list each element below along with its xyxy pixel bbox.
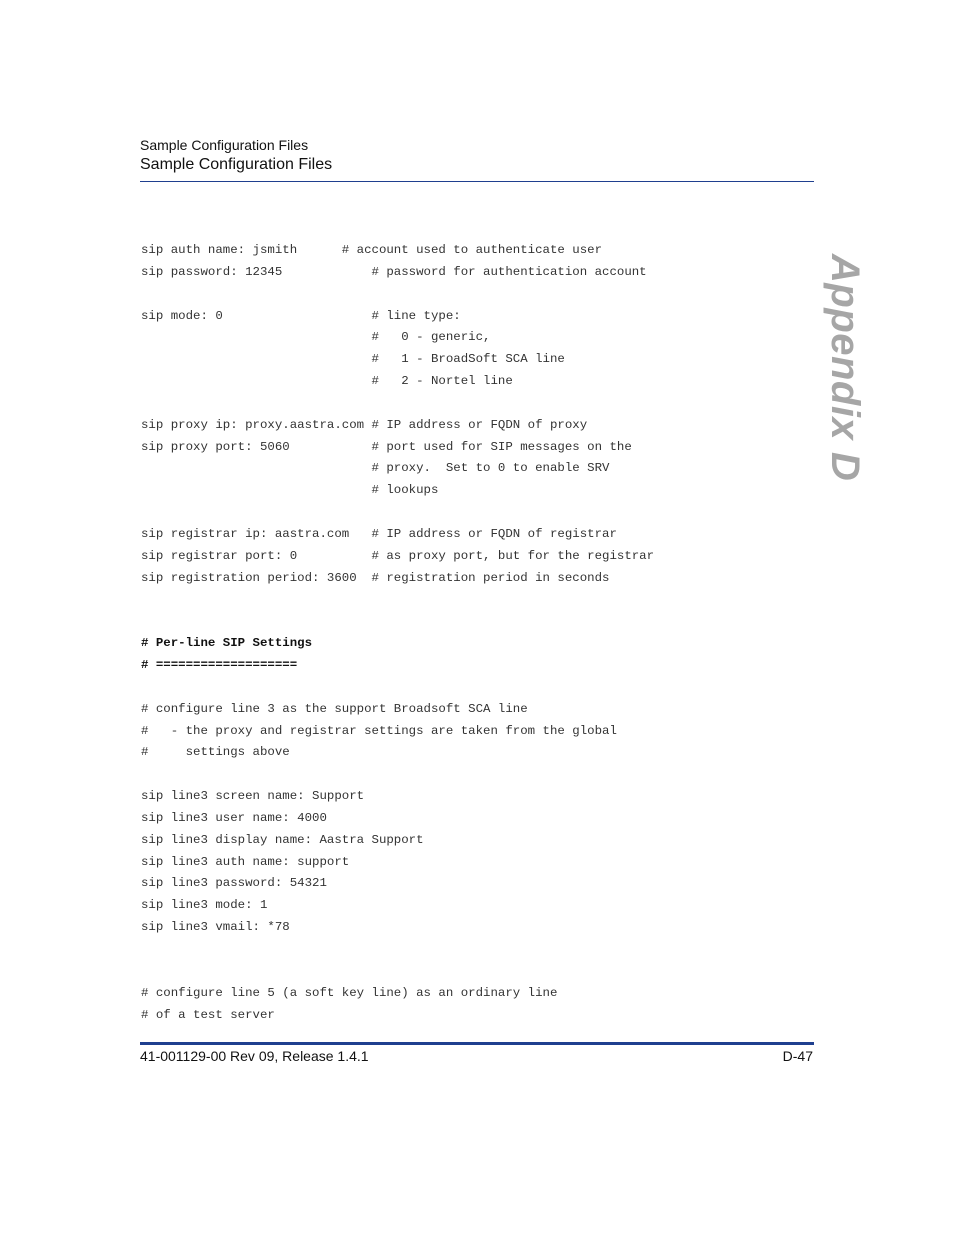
appendix-side-tab: Appendix D	[823, 254, 867, 482]
code-line	[141, 764, 654, 786]
code-line: sip proxy ip: proxy.aastra.com # IP address or FQDN of proxy	[141, 417, 588, 432]
code-line	[141, 961, 654, 983]
code-line	[141, 393, 654, 415]
code-line: # lookups	[141, 483, 439, 498]
header-rule	[140, 181, 814, 182]
code-line: sip line3 password: 54321	[141, 876, 327, 891]
code-line: sip auth name: jsmith # account used to authenticate user	[141, 243, 603, 257]
code-line: # proxy. Set to 0 to enable SRV	[141, 461, 610, 476]
code-line: # settings above	[141, 745, 290, 760]
code-line: # configure line 3 as the support Broadsoft SCA line	[141, 701, 528, 716]
code-line	[141, 677, 654, 699]
code-line: # 2 - Nortel line	[141, 374, 513, 389]
page-number: D-47	[782, 1048, 813, 1064]
document-id: 41-001129-00 Rev 09, Release 1.4.1	[140, 1048, 369, 1064]
code-line: # of a test server	[141, 1007, 275, 1022]
code-line: # - the proxy and registrar settings are taken from the global	[141, 723, 617, 738]
code-line	[141, 502, 654, 524]
running-header: Sample Configuration Files	[140, 137, 309, 153]
code-line: sip registrar ip: aastra.com # IP address or FQDN of registrar	[141, 526, 617, 541]
footer-rule	[140, 1042, 814, 1045]
code-line: sip line3 vmail: *78	[141, 920, 290, 935]
code-line: sip line3 auth name: support	[141, 854, 350, 869]
code-line: # 0 - generic,	[141, 330, 491, 345]
code-line: # ===================	[141, 658, 298, 673]
code-line: sip registration period: 3600 # registration period in seconds	[141, 570, 610, 585]
code-line	[141, 590, 654, 612]
code-line: sip line3 screen name: Support	[141, 789, 365, 804]
code-line: sip line3 mode: 1	[141, 898, 268, 913]
code-line: sip proxy port: 5060 # port used for SIP messages on the	[141, 439, 632, 454]
code-line: # configure line 5 (a soft key line) as an ordinary line	[141, 985, 558, 1000]
config-code-block	[141, 240, 654, 1026]
code-line: # Per-line SIP Settings	[141, 636, 313, 651]
section-title: Sample Configuration Files	[140, 156, 333, 173]
code-line: sip password: 12345 # password for authentication account	[141, 264, 647, 279]
code-line: sip registrar port: 0 # as proxy port, but for the registrar	[141, 548, 655, 563]
code-line	[141, 611, 654, 633]
code-line: sip line3 user name: 4000	[141, 810, 327, 825]
code-line: # 1 - BroadSoft SCA line	[141, 352, 565, 367]
code-line	[141, 939, 654, 961]
code-line	[141, 284, 654, 306]
code-line: sip mode: 0 # line type:	[141, 308, 461, 323]
code-line: sip line3 display name: Aastra Support	[141, 832, 424, 847]
